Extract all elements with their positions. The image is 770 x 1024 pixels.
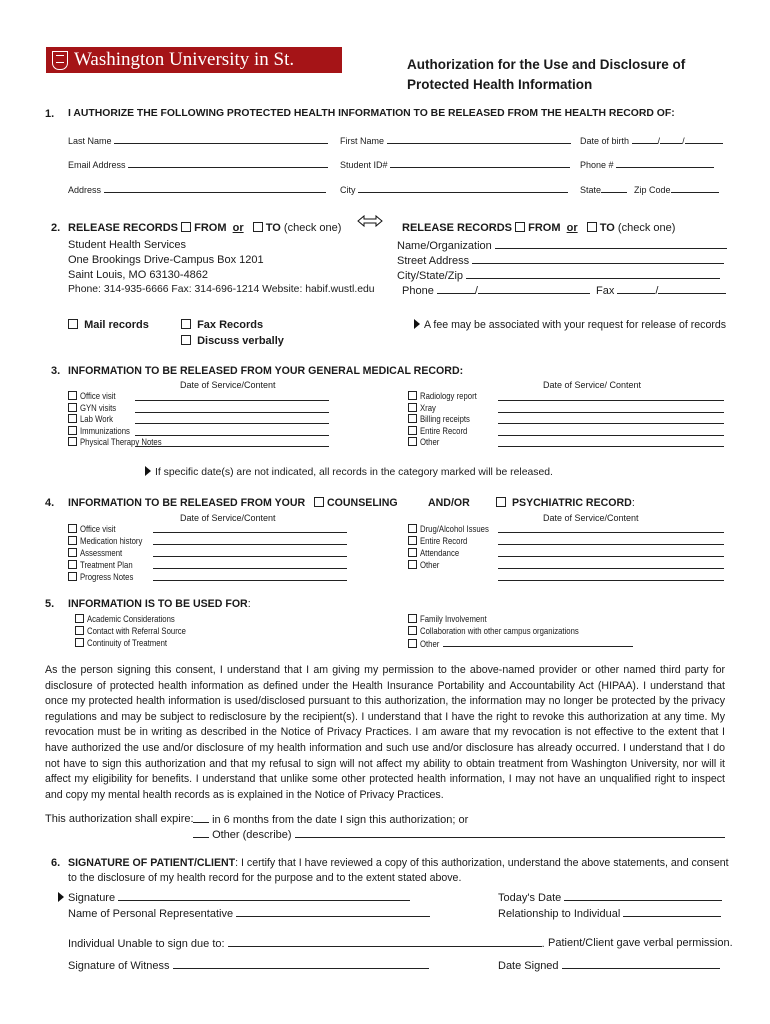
date-signed-field[interactable] xyxy=(498,959,720,972)
item-label: Office visit xyxy=(80,524,116,534)
or-label-right: or xyxy=(566,222,578,234)
recipient-fax-field[interactable]: Fax / xyxy=(596,284,726,297)
date-line[interactable] xyxy=(135,437,329,447)
date-line[interactable] xyxy=(153,571,347,581)
continuity-treatment-checkbox[interactable] xyxy=(75,638,84,647)
medication-history-checkbox[interactable] xyxy=(68,536,77,545)
other-line[interactable] xyxy=(443,637,633,647)
s4-right-item[interactable] xyxy=(408,559,500,571)
release-to-checkbox-left[interactable] xyxy=(253,222,263,232)
fax-records-label: Fax Records xyxy=(197,319,264,331)
date-line[interactable] xyxy=(153,559,347,569)
expire-other-blank[interactable] xyxy=(193,828,209,838)
relationship-label: Relationship to Individual xyxy=(498,908,621,920)
city-state-zip-label: City/State/Zip xyxy=(397,270,464,282)
s4-right-item[interactable] xyxy=(408,523,500,535)
s4-date-header-right: Date of Service/Content xyxy=(543,513,639,523)
personal-rep-field[interactable] xyxy=(68,907,430,920)
university-seal-icon xyxy=(52,51,68,70)
section-1-heading: I AUTHORIZE THE FOLLOWING PROTECTED HEALTH INFORMATION TO BE RELEASED FROM THE HEALTH RECORD OF: xyxy=(68,108,675,119)
item-label: Collaboration with other campus organizations xyxy=(420,626,579,636)
item-label: Attendance xyxy=(420,548,460,558)
s3-right-date-lines xyxy=(498,391,724,449)
other-checkbox[interactable] xyxy=(408,437,417,446)
personal-rep-line[interactable] xyxy=(236,907,430,917)
date-line[interactable] xyxy=(498,523,724,533)
item-label: Billing receipts xyxy=(420,414,470,425)
item-label: Lab Work xyxy=(80,414,113,425)
psychiatric-colon: : xyxy=(631,497,635,509)
treatment-plan-checkbox[interactable] xyxy=(68,560,77,569)
clinic-street: One Brookings Drive-Campus Box 1201 xyxy=(68,254,264,266)
fax-records-checkbox[interactable] xyxy=(181,319,191,329)
section-1-number: 1. xyxy=(45,108,55,120)
s4-left-item[interactable] xyxy=(68,559,153,571)
mail-records-option[interactable] xyxy=(68,319,149,331)
todays-date-field[interactable] xyxy=(498,891,722,904)
s3-left-date-lines xyxy=(135,391,329,449)
xray-checkbox[interactable] xyxy=(408,403,417,412)
pointer-arrow-icon xyxy=(145,466,151,476)
date-line[interactable] xyxy=(153,535,347,545)
item-label: Physical Therapy Notes xyxy=(80,437,162,448)
s4-right-list xyxy=(408,523,500,571)
s3-right-item[interactable] xyxy=(408,403,486,415)
section-3-heading: INFORMATION TO BE RELEASED FROM YOUR GENERAL MEDICAL RECORD: xyxy=(68,365,464,377)
student-id-label: Student ID# xyxy=(340,160,388,170)
and-or-label: AND/OR xyxy=(428,497,470,509)
recipient-phone-label: Phone xyxy=(402,285,434,297)
radiology-report-checkbox[interactable] xyxy=(408,391,417,400)
s3-right-item[interactable] xyxy=(408,426,486,438)
s5-right-list xyxy=(408,613,633,650)
clinic-contact: Phone: 314-935-6666 Fax: 314-696-1214 Website: habif.wustl.edu xyxy=(68,284,375,295)
city-state-zip-field[interactable] xyxy=(397,269,720,282)
item-label: Family Involvement xyxy=(420,614,487,624)
section-6-line2: to the disclosure of my health record for the purpose and to the extent stated above. xyxy=(68,872,462,884)
academic-considerations-checkbox[interactable] xyxy=(75,614,84,623)
item-label: Academic Considerations xyxy=(87,614,175,624)
to-label-left: TO xyxy=(265,222,281,234)
last-name-label: Last Name xyxy=(68,136,112,146)
collaboration-checkbox[interactable] xyxy=(408,626,417,635)
street-address-label: Street Address xyxy=(397,255,470,267)
state-label: State xyxy=(580,185,602,195)
item-label: Progress Notes xyxy=(80,572,134,582)
release-from-group-right xyxy=(402,222,675,234)
double-arrow-icon xyxy=(356,214,384,228)
city-field[interactable] xyxy=(340,183,568,195)
date-line[interactable] xyxy=(498,535,724,545)
last-name-field[interactable] xyxy=(68,134,328,146)
consent-paragraph: As the person signing this consent, I understand that I am giving my permission to the above-named provider or other named third party for disclosure of protected health information as defined under the Health Insurance Portability and Accountability Act (HIPAA). I understand that once my protected health information is used/disclosed pursuant to this authorization, the information may no longer be protected by the privacy regulations and may be subject to redisclosure by the recipient(s). I understand that I have the right to revoke this authorization at any time. My revocation must be in writing as described in the Notice of Privacy Practices. I am aware that my revocation is not effective to the extent that I have authorized the use and/or disclosure of my health information and such use and/or disclosure has already occurred. I understand that I do not have to sign this authorization and that my refusal to sign will not affect my ability to obtain treatment from Washington University, nor will it affect my eligibility for benefits. I understand that unlike some other protected health information, I may not have an unqualified right to inspect and copy my mental health records as is explained in the Notice of Privacy Practices. xyxy=(45,664,725,801)
release-from-checkbox-left[interactable] xyxy=(181,222,191,232)
signature-label: Signature xyxy=(68,892,116,904)
other-checkbox[interactable] xyxy=(408,560,417,569)
s5-right-item[interactable] xyxy=(408,625,633,637)
section-3-number: 3. xyxy=(51,365,61,377)
item-label: Entire Record xyxy=(420,425,468,436)
pointer-arrow-icon xyxy=(58,892,64,902)
expire-other-line[interactable] xyxy=(295,828,725,838)
signature-line[interactable] xyxy=(118,891,410,901)
s3-right-item[interactable] xyxy=(408,391,486,403)
release-records-label-left: RELEASE RECORDS xyxy=(68,222,179,234)
counseling-label: COUNSELING xyxy=(327,497,398,509)
email-label: Email Address xyxy=(68,160,126,170)
check-one-label-left: (check one) xyxy=(283,222,342,234)
relationship-line[interactable] xyxy=(623,907,721,917)
expire-other-text: Other (describe) xyxy=(212,829,292,841)
date-line[interactable] xyxy=(153,523,347,533)
item-label: Entire Record xyxy=(420,536,468,546)
dob-label: Date of birth xyxy=(580,136,630,146)
item-label: Assessment xyxy=(80,548,123,558)
item-label: Office visit xyxy=(80,391,116,401)
zip-label: Zip Code xyxy=(634,185,671,195)
s5-left-item[interactable] xyxy=(75,637,202,649)
s3-right-item[interactable] xyxy=(408,437,486,449)
to-label-right: TO xyxy=(599,222,615,234)
street-address-field[interactable] xyxy=(397,254,724,267)
date-line[interactable] xyxy=(498,437,724,447)
item-label: Xray xyxy=(420,402,436,413)
billing-receipts-checkbox[interactable] xyxy=(408,414,417,423)
item-label: Immunizations xyxy=(80,425,130,436)
drug-alcohol-checkbox[interactable] xyxy=(408,524,417,533)
discuss-verbally-checkbox[interactable] xyxy=(181,335,191,345)
item-label: Radiology report xyxy=(420,391,477,401)
mail-records-checkbox[interactable] xyxy=(68,319,78,329)
counseling-option[interactable] xyxy=(314,497,398,509)
witness-label: Signature of Witness xyxy=(68,960,170,972)
section-6-heading: SIGNATURE OF PATIENT/CLIENT xyxy=(68,857,236,869)
s5-left-item[interactable] xyxy=(75,625,202,637)
clinic-city: Saint Louis, MO 63130-4862 xyxy=(68,269,209,281)
item-label: Treatment Plan xyxy=(80,560,133,570)
discuss-verbally-label: Discuss verbally xyxy=(197,335,284,347)
logo-text: Washington University in St. Louis xyxy=(46,49,295,96)
phone-label: Phone # xyxy=(580,160,614,170)
item-label: Other xyxy=(420,560,440,570)
s4-left-item[interactable] xyxy=(68,523,153,535)
date-line[interactable] xyxy=(498,403,724,413)
office-visit-checkbox[interactable] xyxy=(68,524,77,533)
expire-6-months[interactable] xyxy=(193,813,468,826)
first-name-label: First Name xyxy=(340,136,385,146)
lab-work-checkbox[interactable] xyxy=(68,414,77,423)
s4-right-date-lines xyxy=(498,523,724,583)
section-6-line1 xyxy=(68,857,729,869)
assessment-checkbox[interactable] xyxy=(68,548,77,557)
section-6-number: 6. xyxy=(51,857,61,869)
date-line[interactable] xyxy=(153,547,347,557)
expire-6-months-text: in 6 months from the date I sign this authorization; or xyxy=(212,814,469,826)
s4-right-item[interactable] xyxy=(408,535,500,547)
signature-field[interactable] xyxy=(58,891,410,904)
s5-right-item[interactable] xyxy=(408,613,633,625)
item-label: Contact with Referral Source xyxy=(87,626,186,636)
section-5-colon: : xyxy=(247,598,251,610)
s3-right-item[interactable] xyxy=(408,414,486,426)
s3-date-header-left: Date of Service/Content xyxy=(180,380,276,390)
release-to-checkbox-right[interactable] xyxy=(587,222,597,232)
date-line[interactable] xyxy=(498,414,724,424)
address-label: Address xyxy=(68,185,102,195)
section-5-heading xyxy=(68,598,251,610)
s3-note-text: If specific date(s) are not indicated, all records in the category marked will be released. xyxy=(155,467,553,478)
section-5-number: 5. xyxy=(45,598,55,610)
clinic-name: Student Health Services xyxy=(68,239,187,251)
s4-right-item[interactable] xyxy=(408,547,500,559)
form-title-line2: Protected Health Information xyxy=(407,77,593,92)
org-name-field[interactable] xyxy=(397,239,727,252)
section-5-heading-text: INFORMATION IS TO BE USED FOR xyxy=(68,598,248,610)
todays-date-label: Today's Date xyxy=(498,892,562,904)
from-label-left: FROM xyxy=(194,222,227,234)
date-line[interactable] xyxy=(498,559,724,569)
expire-6-months-blank[interactable] xyxy=(193,813,209,823)
fax-records-option[interactable] xyxy=(181,319,263,331)
date-line[interactable] xyxy=(135,426,329,436)
unable-to-sign-line[interactable] xyxy=(228,937,542,947)
unable-to-sign-field[interactable]: Individual Unable to sign due to: . xyxy=(68,938,545,950)
fee-note-text: A fee may be associated with your request for release of records xyxy=(424,319,727,331)
zip-field[interactable] xyxy=(634,183,719,195)
date-line[interactable] xyxy=(498,547,724,557)
s4-left-list xyxy=(68,523,153,583)
s4-left-date-lines xyxy=(153,523,347,583)
relationship-field[interactable] xyxy=(498,907,721,920)
s4-left-item[interactable] xyxy=(68,535,153,547)
release-records-label-right: RELEASE RECORDS xyxy=(402,222,513,234)
entire-record-checkbox[interactable] xyxy=(408,426,417,435)
psychiatric-label: PSYCHIATRIC RECORD xyxy=(511,497,632,509)
progress-notes-checkbox[interactable] xyxy=(68,572,77,581)
release-from-checkbox-right[interactable] xyxy=(515,222,525,232)
section-6-text-line1: : I certify that I have reviewed a copy of this authorization, understand the above statements, and consent xyxy=(235,857,729,869)
s5-right-item[interactable] xyxy=(408,637,633,650)
form-title-line1: Authorization for the Use and Disclosure of xyxy=(407,57,686,72)
date-signed-line[interactable] xyxy=(562,959,720,969)
date-line[interactable] xyxy=(498,571,724,581)
email-field[interactable] xyxy=(68,158,328,170)
date-line[interactable] xyxy=(135,414,329,424)
or-label-left: or xyxy=(232,222,244,234)
item-label: Other xyxy=(420,639,440,649)
contact-referral-checkbox[interactable] xyxy=(75,626,84,635)
recipient-fax-label: Fax xyxy=(596,285,615,297)
mail-records-label: Mail records xyxy=(84,319,149,331)
fee-note xyxy=(414,319,726,331)
date-line[interactable] xyxy=(498,391,724,401)
witness-field[interactable] xyxy=(68,959,429,972)
unable-to-sign-label: Individual Unable to sign due to: xyxy=(68,938,225,950)
s3-note xyxy=(145,466,553,478)
university-logo xyxy=(46,47,342,96)
item-label: GYN visits xyxy=(80,402,117,413)
expire-label: This authorization shall expire: xyxy=(45,813,194,825)
office-visit-checkbox[interactable] xyxy=(68,391,77,400)
check-one-label-right: (check one) xyxy=(617,222,676,234)
psychiatric-option[interactable] xyxy=(496,497,635,509)
address-field[interactable] xyxy=(68,183,326,195)
phone-field[interactable] xyxy=(580,158,714,170)
item-label: Medication history xyxy=(80,536,143,546)
gyn-visits-checkbox[interactable] xyxy=(68,403,77,412)
s4-date-header-left: Date of Service/Content xyxy=(180,513,276,523)
immunizations-checkbox[interactable] xyxy=(68,426,77,435)
date-line[interactable] xyxy=(498,426,724,436)
release-from-group-left xyxy=(68,222,341,234)
section-2-number: 2. xyxy=(51,222,61,234)
recipient-phone-field[interactable]: Phone / xyxy=(402,284,590,297)
s4-left-item[interactable] xyxy=(68,547,153,559)
student-id-field[interactable] xyxy=(340,158,570,170)
state-field[interactable] xyxy=(580,183,627,195)
section-4-number: 4. xyxy=(45,497,55,509)
counseling-checkbox[interactable] xyxy=(314,497,324,507)
s3-right-list xyxy=(408,391,486,449)
personal-rep-label: Name of Personal Representative xyxy=(68,908,234,920)
first-name-field[interactable] xyxy=(340,134,571,146)
physical-therapy-checkbox[interactable] xyxy=(68,437,77,446)
s5-left-item[interactable] xyxy=(75,613,202,625)
city-label: City xyxy=(340,185,356,195)
discuss-verbally-option[interactable] xyxy=(181,335,284,347)
date-signed-label: Date Signed xyxy=(498,960,559,972)
psychiatric-checkbox[interactable] xyxy=(496,497,506,507)
date-line[interactable] xyxy=(135,403,329,413)
item-label: Drug/Alcohol Issues xyxy=(420,524,489,534)
pointer-arrow-icon xyxy=(414,319,420,329)
witness-line[interactable] xyxy=(173,959,429,969)
family-involvement-checkbox[interactable] xyxy=(408,614,417,623)
from-label-right: FROM xyxy=(528,222,561,234)
date-line[interactable] xyxy=(135,391,329,401)
item-label: Other xyxy=(420,437,440,448)
org-name-label: Name/Organization xyxy=(397,240,492,252)
s3-date-header-right: Date of Service/ Content xyxy=(543,380,642,390)
section-4-heading: INFORMATION TO BE RELEASED FROM YOUR xyxy=(68,497,306,509)
expire-other[interactable] xyxy=(193,828,725,841)
s5-left-list xyxy=(75,613,202,649)
s4-left-item[interactable] xyxy=(68,571,153,583)
todays-date-line[interactable] xyxy=(564,891,722,901)
date-of-birth-field[interactable]: Date of birth / / xyxy=(580,134,723,146)
entire-record-checkbox[interactable] xyxy=(408,536,417,545)
verbal-permission: Patient/Client gave verbal permission. xyxy=(548,937,733,949)
other-checkbox[interactable] xyxy=(408,639,417,648)
item-label: Continuity of Treatment xyxy=(87,638,168,648)
attendance-checkbox[interactable] xyxy=(408,548,417,557)
